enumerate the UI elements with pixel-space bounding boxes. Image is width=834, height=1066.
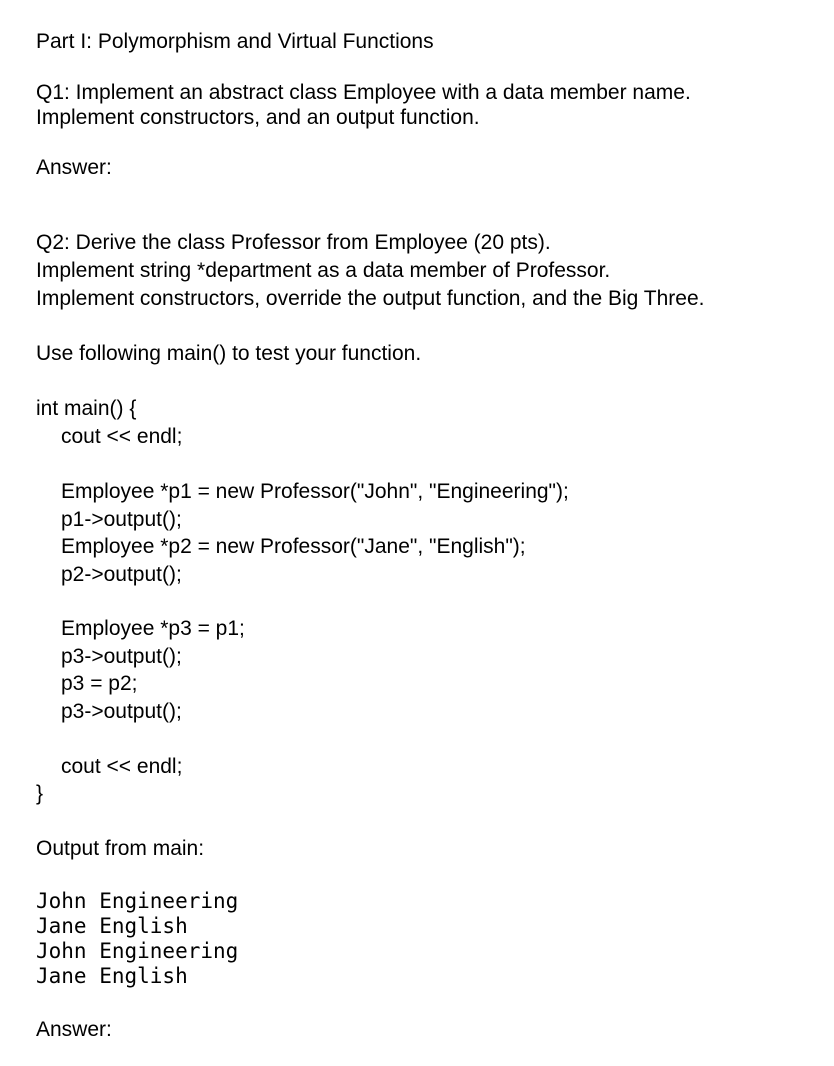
output-label: Output from main: (36, 837, 205, 860)
code-main-open: int main() { (36, 397, 137, 420)
code-main-close: } (36, 782, 44, 805)
output-line: Jane English (36, 964, 188, 988)
q1-prompt-line-1: Q1: Implement an abstract class Employee with a data member name. (36, 81, 691, 104)
code-line: p2->output(); (61, 563, 182, 586)
q2-prompt-line-2: Implement string *department as a data member of Professor. (36, 259, 611, 282)
output-line: John Engineering (36, 939, 239, 963)
q2-prompt-line-3: Implement constructors, override the output function, and the Big Three. (36, 287, 705, 310)
code-line: p3->output(); (61, 645, 182, 668)
test-instruction: Use following main() to test your function. (36, 342, 422, 365)
code-line: Employee *p1 = new Professor("John", "Engineering"); (61, 480, 569, 503)
code-line: cout << endl; (61, 425, 183, 448)
code-line: Employee *p2 = new Professor("Jane", "English"); (61, 535, 526, 558)
q1-prompt-line-2: Implement constructors, and an output function. (36, 106, 480, 129)
q1-answer-label: Answer: (36, 156, 112, 179)
part-title: Part I: Polymorphism and Virtual Functions (36, 30, 434, 53)
output-line: Jane English (36, 914, 188, 938)
q2-answer-label: Answer: (36, 1018, 112, 1041)
q2-prompt-line-1: Q2: Derive the class Professor from Employee (20 pts). (36, 231, 551, 254)
output-line: John Engineering (36, 889, 239, 913)
code-line: p3 = p2; (61, 672, 138, 695)
code-line: Employee *p3 = p1; (61, 617, 245, 640)
code-line: p1->output(); (61, 508, 182, 531)
code-line: p3->output(); (61, 700, 182, 723)
code-line: cout << endl; (61, 755, 183, 778)
